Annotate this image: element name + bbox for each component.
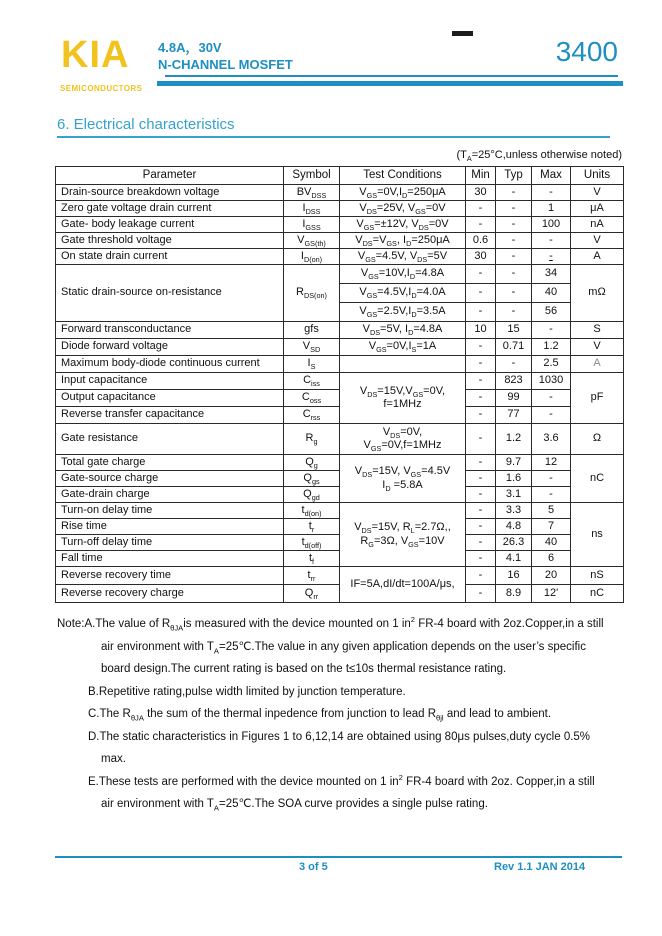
table-cell: - (532, 233, 571, 249)
table-cell: 1.2 (532, 339, 571, 356)
table-cell: mΩ (571, 265, 624, 322)
column-header: Min (466, 167, 496, 185)
table-cell: - (532, 249, 571, 265)
table-cell: - (496, 185, 532, 201)
table-cell: $V_{GS}=4.5V$, $V_{DS}=5V$ (340, 249, 466, 265)
table-cell: 1.6 (496, 471, 532, 487)
table-cell: nC (571, 585, 624, 603)
table-row (56, 373, 624, 390)
column-header: Parameter (56, 167, 284, 185)
footer-revision: Rev 1.1 JAN 2014 (494, 861, 586, 873)
table-cell: - (496, 303, 532, 322)
parameter-cell: Gate- body leakage current (56, 217, 284, 233)
table-cell: $C_{oss}$ (284, 390, 340, 407)
table-cell: μA (571, 201, 624, 217)
table-cell: $I_S$ (284, 356, 340, 373)
table-cell: - (466, 407, 496, 424)
table-body (56, 185, 624, 603)
table-cell (340, 356, 466, 373)
table-cell: $t_{d(off)}$ (284, 535, 340, 551)
table-cell: 6 (532, 551, 571, 567)
table-cell: 0.71 (496, 339, 532, 356)
parameter-cell: Forward transconductance (56, 322, 284, 339)
table-cell: V (571, 185, 624, 201)
table-cell: A (571, 249, 624, 265)
table-cell: $V_{SD}$ (284, 339, 340, 356)
device-subtitle (158, 39, 293, 73)
table-header-row (56, 167, 624, 185)
scan-artifact-mark (452, 31, 473, 36)
table-cell: - (466, 356, 496, 373)
table-cell: - (532, 407, 571, 424)
table-cell: 4.8 (496, 519, 532, 535)
note-line: B.Repetitive rating,pulse width limited by junction temperature. (88, 685, 406, 698)
table-cell: nA (571, 217, 624, 233)
note-line: C.The $R_{\theta JA}$ the sum of the thermal inpedence from junction to lead $R_{\theta jl}$ and lead to ambient. (88, 708, 552, 723)
column-header: Test Conditions (340, 167, 466, 185)
parameter-cell: Maximum body-diode continuous current (56, 356, 284, 373)
parameter-cell: Fall time (56, 551, 284, 567)
table-cell: 16 (496, 567, 532, 585)
table-cell: 30 (466, 249, 496, 265)
table-cell: - (532, 471, 571, 487)
table-cell: $V_{DS}=0V$, $V_{GS}=0V,f=1MHz$ (340, 424, 466, 455)
table-cell: 5 (532, 503, 571, 519)
note-line: D.The static characteristics in Figures 1 to 6,12,14 are obtained using 80μs pulses,duty cycle 0.5% (88, 730, 591, 743)
table-condition-note: ($T_A=25^\circ C,unless$ otherwise noted) (456, 149, 622, 164)
table-cell: $V_{GS(th)}$ (284, 233, 340, 249)
column-header: Symbol (284, 167, 340, 185)
table-cell: 1 (532, 201, 571, 217)
table-cell: S (571, 322, 624, 339)
table-cell: 3.3 (496, 503, 532, 519)
table-cell: - (496, 356, 532, 373)
table-cell: $t_{d(on)}$ (284, 503, 340, 519)
parameter-cell: Gate resistance (56, 424, 284, 455)
table-cell: - (466, 585, 496, 603)
parameter-cell: Gate-drain charge (56, 487, 284, 503)
table-row (56, 217, 624, 233)
spec-table (55, 166, 624, 603)
table-cell: - (496, 265, 532, 284)
table-row (56, 567, 624, 585)
table-cell: 26.3 (496, 535, 532, 551)
column-header: Max (532, 167, 571, 185)
header-rule-thick (157, 81, 623, 86)
table-cell: - (466, 487, 496, 503)
parameter-cell: Output capacitance (56, 390, 284, 407)
table-cell: $I_{DSS}$ (284, 201, 340, 217)
table-cell: 10 (466, 322, 496, 339)
table-row (56, 249, 624, 265)
table-cell: $Q_g$ (284, 455, 340, 471)
table-cell: - (466, 390, 496, 407)
table-cell: 8.9 (496, 585, 532, 603)
parameter-cell: Diode forward voltage (56, 339, 284, 356)
table-cell: $V_{DS}=25V$, $V_{GS}=0V$ (340, 201, 466, 217)
table-cell: - (466, 217, 496, 233)
table-cell: $V_{DS}=V_{GS}$, $I_D=250\mu A$ (340, 233, 466, 249)
table-cell: - (496, 233, 532, 249)
table-cell: ns (571, 503, 624, 567)
table-cell: - (532, 322, 571, 339)
note-line: E.These tests are performed with the device mounted on 1 $in^2$ FR-4 board with 2oz. Copper,in a still (88, 772, 595, 788)
table-cell: A (571, 356, 624, 373)
table-cell: - (466, 455, 496, 471)
table-cell: $R_{DS(on)}$ (284, 265, 340, 322)
table-cell: - (532, 390, 571, 407)
note-line: Note:A.The value of $R_{\theta JA}is$ measured with the device mounted on 1 $in^2$ FR-4 board with 2oz.Copper,in a still (57, 615, 604, 633)
table-cell: - (466, 567, 496, 585)
table-cell: 3.6 (532, 424, 571, 455)
device-rating: 4.8A，30V (158, 40, 222, 55)
table-cell: $t_f$ (284, 551, 340, 567)
table-cell: $V_{GS}=2.5V,I_D=3.5A$ (340, 303, 466, 322)
note-line: air environment with $T_A=25℃.The$ value in any given application depends on the user’s specific (101, 640, 586, 655)
table-cell: - (466, 471, 496, 487)
table-cell: $V_{DS}=15V$, $R_L=2.7\Omega$,, $R_G=3\Omega$, $V_{GS}=10V$ (340, 503, 466, 567)
table-cell: V (571, 339, 624, 356)
parameter-cell: Reverse recovery time (56, 567, 284, 585)
table-cell: - (466, 303, 496, 322)
table-row (56, 424, 624, 455)
part-number: 3400 (555, 36, 618, 67)
table-cell: 56 (532, 303, 571, 322)
table-cell: - (466, 339, 496, 356)
table-cell: 2.5 (532, 356, 571, 373)
table-cell: 12' (532, 585, 571, 603)
parameter-cell: Gate threshold voltage (56, 233, 284, 249)
table-cell: 1030 (532, 373, 571, 390)
table-cell: 7 (532, 519, 571, 535)
parameter-cell: Turn-on delay time (56, 503, 284, 519)
table-row (56, 339, 624, 356)
table-head (56, 167, 624, 185)
table-cell: $V_{GS}=4.5V,I_D=4.0A$ (340, 284, 466, 303)
table-cell: 40 (532, 284, 571, 303)
table-cell: - (466, 551, 496, 567)
table-cell: $Q_{gs}$ (284, 471, 340, 487)
table-cell: $V_{DS}=5V$, $I_D=4.8A$ (340, 322, 466, 339)
table-row (56, 185, 624, 201)
kia-logo: KIA (61, 34, 130, 76)
table-cell: - (466, 535, 496, 551)
table-cell: 40 (532, 535, 571, 551)
device-type: N-CHANNEL MOSFET (158, 57, 293, 72)
table-cell: - (496, 201, 532, 217)
column-header: Units (571, 167, 624, 185)
footer-page-number: 3 of 5 (299, 861, 328, 873)
table-cell: $R_g$ (284, 424, 340, 455)
table-row (56, 503, 624, 519)
logo-subtext: SEMICONDUCTORS (60, 84, 143, 93)
table-cell: - (532, 487, 571, 503)
table-cell: 100 (532, 217, 571, 233)
table-cell: - (466, 373, 496, 390)
table-cell: nC (571, 455, 624, 503)
table-cell: $C_{rss}$ (284, 407, 340, 424)
parameter-cell: Zero gate voltage drain current (56, 201, 284, 217)
table-cell: 77 (496, 407, 532, 424)
table-cell: 1.2 (496, 424, 532, 455)
parameter-cell: Total gate charge (56, 455, 284, 471)
table-cell: $I_{GSS}$ (284, 217, 340, 233)
table-cell: 9.7 (496, 455, 532, 471)
table-row (56, 201, 624, 217)
table-cell: $Q_{rr}$ (284, 585, 340, 603)
table-row (56, 356, 624, 373)
parameter-cell: On state drain current (56, 249, 284, 265)
parameter-cell: Input capacitance (56, 373, 284, 390)
table-cell: 4.1 (496, 551, 532, 567)
table-cell: IF=5A,dI/dt=100A/μs, (340, 567, 466, 603)
table-cell: - (532, 185, 571, 201)
table-cell: $V_{DS}=15V,V_{GS}=0V$, f=1MHz (340, 373, 466, 424)
parameter-cell: Drain-source breakdown voltage (56, 185, 284, 201)
table-cell: $V_{DS}=15V$, $V_{GS}=4.5V$ $I_D =5.8A$ (340, 455, 466, 503)
table-cell: - (466, 519, 496, 535)
parameter-cell: Reverse transfer capacitance (56, 407, 284, 424)
table-cell: $V_{GS}=0V,I_D=250\mu A$ (340, 185, 466, 201)
table-cell: $V_{GS}=\pm 12V$, $V_{DS}=0V$ (340, 217, 466, 233)
table-cell: 30 (466, 185, 496, 201)
parameter-cell: Static drain-source on-resistance (56, 265, 284, 322)
table-cell: $t_{rr}$ (284, 567, 340, 585)
table-cell: $C_{iss}$ (284, 373, 340, 390)
table-cell: 15 (496, 322, 532, 339)
note-line: max. (101, 753, 126, 765)
table-cell: 34 (532, 265, 571, 284)
table-cell: nS (571, 567, 624, 585)
parameter-cell: Turn-off delay time (56, 535, 284, 551)
table-cell: - (496, 249, 532, 265)
section-title: 6. Electrical characteristics (57, 116, 610, 138)
table-cell: $Q_{gd}$ (284, 487, 340, 503)
table-cell: $V_{GS}=0V,I_S=1A$ (340, 339, 466, 356)
table-cell: $I_{D(on)}$ (284, 249, 340, 265)
table-cell: 823 (496, 373, 532, 390)
note-line: air environment with $T_A=25℃.The$ SOA curve provides a single pulse rating. (101, 798, 488, 813)
table-row (56, 233, 624, 249)
table-cell: - (466, 503, 496, 519)
table-row (56, 322, 624, 339)
notes-section (57, 613, 623, 816)
column-header: Typ (496, 167, 532, 185)
table-cell: 3.1 (496, 487, 532, 503)
table-cell: 20 (532, 567, 571, 585)
table-cell: pF (571, 373, 624, 424)
table-cell: 12 (532, 455, 571, 471)
parameter-cell: Rise time (56, 519, 284, 535)
parameter-cell: Gate-source charge (56, 471, 284, 487)
table-cell: $BV_{DSS}$ (284, 185, 340, 201)
table-cell: - (466, 265, 496, 284)
table-cell: V (571, 233, 624, 249)
parameter-cell: Reverse recovery charge (56, 585, 284, 603)
table-cell: gfs (284, 322, 340, 339)
table-cell: - (466, 424, 496, 455)
footer-rule (55, 856, 622, 858)
table-cell: $t_r$ (284, 519, 340, 535)
table-cell: - (496, 284, 532, 303)
table-cell: - (496, 217, 532, 233)
table-cell: - (466, 284, 496, 303)
table-cell: 0.6 (466, 233, 496, 249)
table-cell: $V_{GS}=10V,I_D=4.8A$ (340, 265, 466, 284)
table-cell: - (466, 201, 496, 217)
table-cell: 99 (496, 390, 532, 407)
table-row (56, 265, 624, 284)
header-rule-thin (165, 75, 618, 77)
table-row (56, 455, 624, 471)
table-cell: Ω (571, 424, 624, 455)
note-line: board design.The current rating is based on the t≤10s thermal resistance rating. (101, 663, 507, 675)
